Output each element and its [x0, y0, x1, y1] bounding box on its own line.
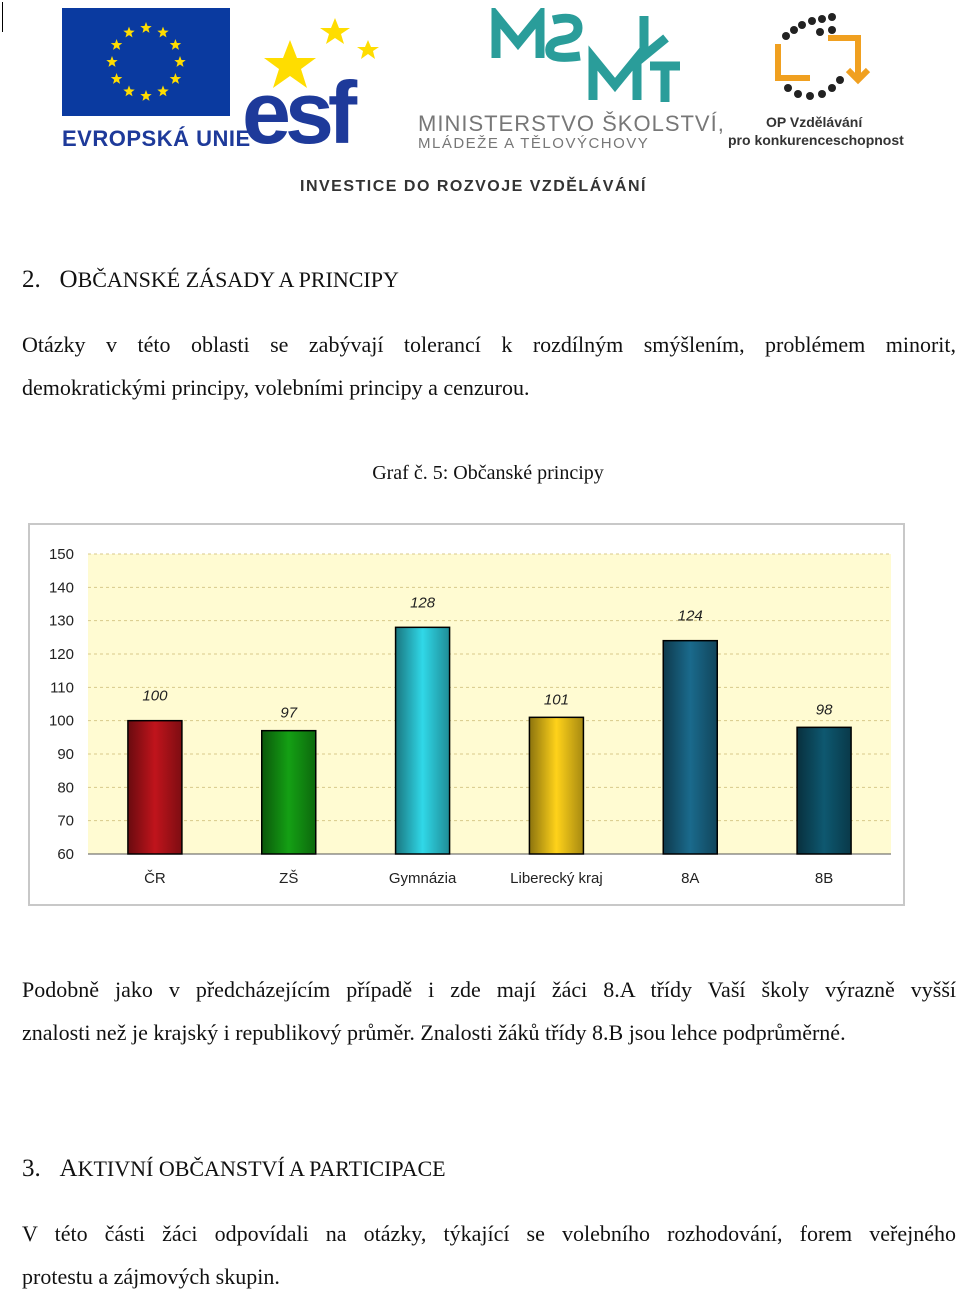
eu-star-icon [123, 85, 134, 96]
op-line1: OP Vzdělávání [766, 114, 863, 130]
eu-logo-text: EVROPSKÁ UNIE [62, 126, 251, 151]
bar-4 [663, 641, 717, 854]
section2-heading [22, 266, 399, 294]
eu-star-icon [111, 39, 123, 50]
eu-star-icon [170, 39, 182, 50]
eu-stars-icon [62, 8, 230, 116]
op-logo [728, 8, 928, 148]
y-tick-label: 120 [48, 646, 74, 663]
section3-intro [22, 1212, 956, 1298]
eu-star-icon [123, 27, 134, 38]
y-tick-label: 60 [57, 846, 74, 863]
section2-number: 2. [22, 266, 41, 293]
section2-intro-line1: Otázky v této oblasti se zabývají tolerancí k rozdílným smýšlením, problémem minorit, [22, 332, 956, 357]
bar-1 [262, 731, 316, 854]
section2-intro-line2: demokratickými principy, volebními principy a cenzurou. [22, 375, 530, 400]
eu-star-icon [140, 22, 151, 33]
data-label: 100 [142, 687, 168, 705]
investice-tagline: INVESTICE DO ROZVOJE VZDĚLÁVÁNÍ [300, 178, 647, 195]
section3-title-initial: A [59, 1155, 78, 1182]
section2-result [22, 968, 956, 1054]
data-label: 128 [410, 594, 436, 612]
text-cursor [2, 2, 3, 32]
y-tick-label: 130 [48, 612, 74, 630]
eu-star-icon [170, 73, 182, 84]
msmt-line2: MLÁDEŽE A TĚLOVÝCHOVY [418, 135, 650, 152]
msmt-line1: MINISTERSTVO ŠKOLSTVÍ, [418, 111, 725, 136]
y-tick-label: 150 [48, 546, 74, 563]
section2-intro [22, 323, 956, 409]
section3-intro-line1: V této části žáci odpovídali na otázky, týkající se volebního rozhodování, forem veřejného [22, 1221, 956, 1246]
eu-star-icon [174, 56, 185, 67]
eu-star-icon [157, 27, 168, 38]
bar-2 [396, 627, 450, 854]
data-label: 98 [815, 701, 833, 719]
chart-frame [28, 523, 905, 906]
y-tick-label: 80 [57, 779, 74, 797]
x-tick-label: Liberecký kraj [510, 870, 603, 887]
x-tick-label: Gymnázia [388, 870, 457, 887]
eu-star-icon [106, 56, 117, 67]
data-label: 124 [677, 607, 703, 625]
msmt-emblem-icon [418, 8, 718, 108]
x-tick-label: ZŠ [279, 870, 299, 887]
plot-area [88, 554, 891, 854]
op-emblem-icon [728, 8, 928, 112]
data-label: 101 [543, 691, 569, 709]
section2-title-initial: O [59, 266, 78, 293]
section3-intro-line2: protestu a zájmových skupin. [22, 1264, 280, 1289]
section3-number: 3. [22, 1155, 41, 1182]
section2-title-rest: BČANSKÉ ZÁSADY A PRINCIPY [77, 267, 399, 292]
x-tick-label: ČR [144, 870, 166, 887]
bar-chart [30, 525, 903, 904]
y-tick-label: 140 [48, 579, 74, 597]
eu-flag-icon [62, 8, 230, 116]
x-tick-label: 8B [814, 870, 834, 887]
y-tick-label: 110 [50, 679, 74, 697]
eu-logo [62, 8, 251, 151]
eu-star-icon [157, 85, 168, 96]
eu-star-icon [111, 73, 123, 84]
y-tick-label: 90 [57, 746, 74, 763]
y-tick-label: 70 [57, 812, 74, 830]
bar-3 [529, 717, 583, 854]
eu-star-icon [140, 90, 151, 101]
section2-result-line2: znalosti než je krajský i republikový průměr. Znalosti žáků třídy 8.B jsou lehce podprůměrné. [22, 1020, 846, 1045]
section3-heading [22, 1155, 446, 1183]
bar-5 [797, 727, 851, 854]
x-tick-label: 8A [681, 870, 700, 887]
section2-result-line1: Podobně jako v předcházejícím případě i zde mají žáci 8.A třídy Vaší školy výrazně vyšší [22, 977, 956, 1002]
chart-caption: Graf č. 5: Občanské principy [372, 462, 604, 484]
op-line2: pro konkurenceschopnost [728, 132, 904, 148]
esf-logo [240, 10, 405, 150]
msmt-logo [418, 8, 725, 152]
data-label: 97 [280, 704, 298, 722]
bar-0 [128, 721, 182, 854]
esf-logo-text: esf [242, 63, 352, 150]
section3-title-rest: KTIVNÍ OBČANSTVÍ A PARTICIPACE [77, 1156, 446, 1181]
y-tick-label: 100 [48, 712, 74, 730]
